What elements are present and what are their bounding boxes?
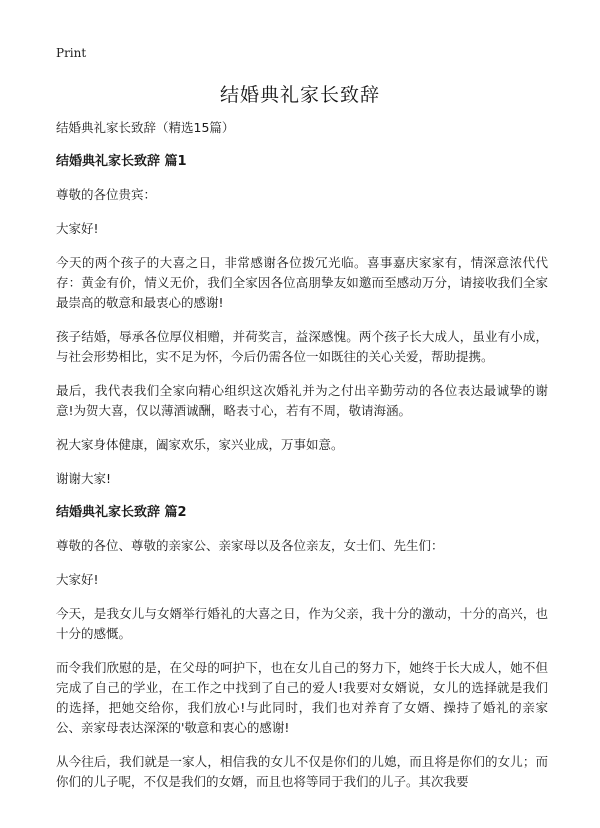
page-title: 结婚典礼家长致辞 — [219, 84, 380, 106]
paragraph: 孩子结婚，辱承各位厚仪相赠，并荷奖言，益深感愧。两个孩子长大成人，虽业有小成，与社会形势相比，实不足为怀，今后仍需各位一如既往的关心关爱，帮助提携。 — [56, 329, 548, 364]
paragraph: 尊敬的各位、尊敬的亲家公、亲家母以及各位亲友，女士们、先生们： — [56, 538, 444, 553]
article-body — [56, 118, 548, 806]
section-heading: 结婚典礼家长致辞 篇2 — [56, 505, 187, 520]
article-subtitle: 结婚典礼家长致辞（精选15篇） — [56, 120, 235, 135]
section-1 — [56, 152, 548, 489]
print-link[interactable]: Print — [56, 46, 87, 60]
paragraph: 大家好! — [56, 572, 99, 587]
paragraph: 大家好! — [56, 221, 99, 236]
paragraph: 今天，是我女儿与女婿举行婚礼的大喜之日，作为父亲，我十分的激动，十分的高兴，也十分的感慨。 — [56, 606, 548, 641]
section-2 — [56, 503, 548, 792]
paragraph: 而令我们欣慰的是，在父母的呵护下，也在女儿自己的努力下，她终于长大成人，她不但完成了自己的学业，在工作之中找到了自己的爱人!我要对女婿说，女儿的选择就是我们的选择，把她交给你，我们放心!与此同时，我们也对养育了女婿、操持了婚礼的亲家公、亲家母表达深深的'敬意和衷心的感谢! — [56, 660, 548, 735]
paragraph: 祝大家身体健康，阖家欢乐，家兴业成，万事如意。 — [56, 437, 344, 452]
paragraph: 谢谢大家! — [56, 471, 112, 486]
paragraph: 最后，我代表我们全家向精心组织这次婚礼并为之付出辛勤劳动的各位表达最诚挚的谢意!为贺大喜，仅以薄酒诚酬，略表寸心，若有不周，敬请海涵。 — [56, 383, 548, 418]
section-heading: 结婚典礼家长致辞 篇1 — [56, 154, 187, 169]
paragraph: 今天的两个孩子的大喜之日，非常感谢各位拨冗光临。喜事嘉庆家家有，情深意浓代代存：黄金有价，情义无价，我们全家因各位高朋挚友如邀而至感动万分，请接收我们全家最崇高的敬意和最衷心的感谢! — [56, 255, 548, 310]
paragraph: 尊敬的各位贵宾： — [56, 187, 157, 202]
paragraph: 从今往后，我们就是一家人，相信我的女儿不仅是你们的儿媳，而且将是你们的女儿；而你们的儿子呢，不仅是我们的女婿，而且也将等同于我们的儿子。其次我要 — [56, 754, 548, 789]
